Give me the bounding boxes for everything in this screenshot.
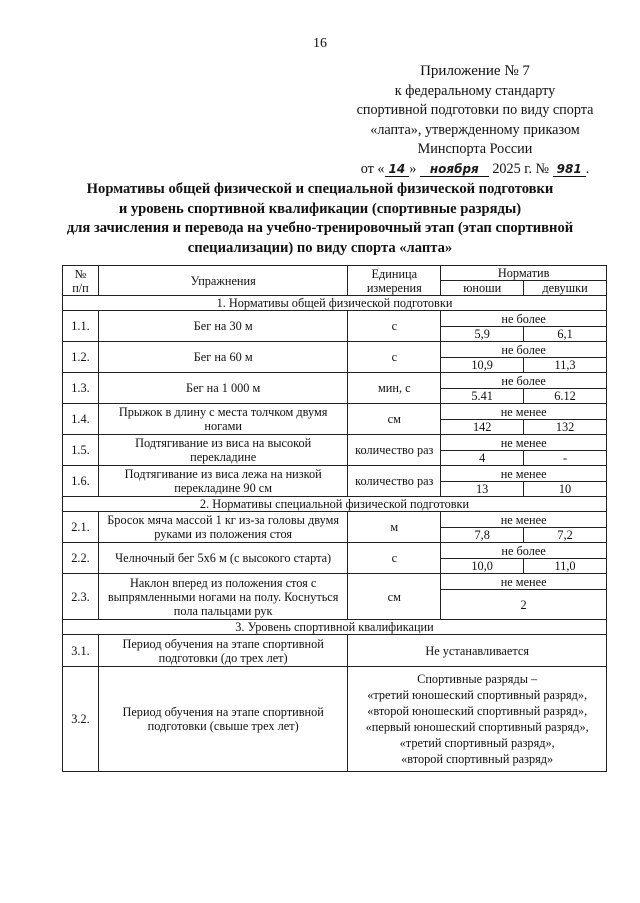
order-year: 2025 г. № <box>492 160 550 177</box>
row-boys-value: 142 <box>441 420 524 435</box>
order-day-handwritten: 14 <box>385 162 410 177</box>
row-exercise: Бег на 1 000 м <box>98 373 347 404</box>
row-num: 3.1. <box>63 635 99 667</box>
row-unit: с <box>348 543 441 574</box>
appendix-line: спортивной подготовки по виду спорта <box>356 102 594 118</box>
norms-table <box>62 265 607 772</box>
header-girls: девушки <box>524 281 607 296</box>
row-boys-value: 10,0 <box>441 559 524 574</box>
row-girls-value: 6,1 <box>524 327 607 342</box>
order-month-handwritten: ноября <box>420 162 489 177</box>
row-unit: с <box>348 311 441 342</box>
row-condition: не менее <box>441 574 607 590</box>
row-both-value: 2 <box>441 590 607 620</box>
row-num: 1.4. <box>63 404 99 435</box>
row-condition: не более <box>441 543 607 559</box>
row-condition: не менее <box>441 512 607 528</box>
appendix-line: Минспорта России <box>417 141 533 157</box>
row-girls-value: 11,0 <box>524 559 607 574</box>
header-unit: Единица измерения <box>348 266 441 296</box>
order-date-line <box>330 160 620 180</box>
row-condition: не менее <box>441 404 607 420</box>
row-girls-value: 132 <box>524 420 607 435</box>
rank-line: «второй юношеский спортивный разряд», <box>367 704 588 718</box>
row-num: 1.5. <box>63 435 99 466</box>
title-line: Нормативы общей физической и специальной физической подготовки <box>86 181 554 197</box>
row-unit: с <box>348 342 441 373</box>
header-boys: юноши <box>441 281 524 296</box>
section-title: 2. Нормативы специальной физической подготовки <box>63 497 607 512</box>
row-unit: см <box>348 404 441 435</box>
header-num: № п/п <box>63 266 99 296</box>
section-title: 3. Уровень спортивной квалификации <box>63 620 607 635</box>
order-end-dot: . <box>585 160 590 177</box>
row-unit: м <box>348 512 441 543</box>
title-line: специализации) по виду спорта «лапта» <box>187 239 453 256</box>
appendix-title: Приложение № 7 <box>420 63 530 79</box>
row-num: 3.2. <box>63 667 99 772</box>
rank-line: «третий юношеский спортивный разряд», <box>367 688 588 702</box>
title-line: и уровень спортивной квалификации (спортивные разряды) <box>118 200 522 217</box>
row-boys-value: 10,9 <box>441 358 524 373</box>
page-number: 16 <box>313 36 327 51</box>
row-value: Не устанавливается <box>348 635 607 667</box>
row-num: 2.3. <box>63 574 99 620</box>
appendix-line: «лапта», утвержденному приказом <box>370 121 580 138</box>
row-condition: не более <box>441 311 607 327</box>
row-condition: не более <box>441 373 607 389</box>
row-num: 1.2. <box>63 342 99 373</box>
row-exercise: Период обучения на этапе спортивной подготовки (свыше трех лет) <box>98 667 347 772</box>
row-unit: см <box>348 574 441 620</box>
row-condition: не менее <box>441 435 607 451</box>
title-line: для зачисления и перевода на учебно-тренировочный этап (этап спортивной <box>66 220 574 236</box>
row-unit: мин, с <box>348 373 441 404</box>
row-unit: количество раз <box>348 435 441 466</box>
row-unit: количество раз <box>348 466 441 497</box>
header-exercise: Упражнения <box>98 266 347 296</box>
row-exercise: Бросок мяча массой 1 кг из-за головы двумя руками из положения стоя <box>98 512 347 543</box>
row-exercise: Бег на 30 м <box>98 311 347 342</box>
row-exercise: Челночный бег 5х6 м (с высокого старта) <box>98 543 347 574</box>
rank-line: «третий спортивный разряд», <box>399 736 555 750</box>
row-girls-value: 7,2 <box>524 528 607 543</box>
rank-line: Спортивные разряды – <box>417 672 538 686</box>
document-title <box>30 180 610 258</box>
section-title: 1. Нормативы общей физической подготовки <box>63 296 607 311</box>
row-num: 1.6. <box>63 466 99 497</box>
row-exercise: Подтягивание из виса на высокой перекладине <box>98 435 347 466</box>
row-boys-value: 5.41 <box>441 389 524 404</box>
row-condition: не менее <box>441 466 607 482</box>
row-boys-value: 4 <box>441 451 524 466</box>
row-num: 1.3. <box>63 373 99 404</box>
appendix-line: к федеральному стандарту <box>394 82 556 99</box>
rank-line: «первый юношеский спортивный разряд», <box>365 720 589 734</box>
appendix-block <box>330 62 620 179</box>
date-prefix: от « <box>360 160 385 177</box>
row-boys-value: 13 <box>441 482 524 497</box>
row-num: 1.1. <box>63 311 99 342</box>
date-quote-close: » <box>409 160 417 177</box>
order-number-handwritten: 981 <box>553 162 586 177</box>
row-girls-value: 10 <box>524 482 607 497</box>
row-num: 2.2. <box>63 543 99 574</box>
row-girls-value: 11,3 <box>524 358 607 373</box>
row-boys-value: 7,8 <box>441 528 524 543</box>
row-exercise: Бег на 60 м <box>98 342 347 373</box>
rank-line: «второй спортивный разряд» <box>401 752 554 766</box>
row-girls-value: 6.12 <box>524 389 607 404</box>
row-exercise: Подтягивание из виса лежа на низкой перекладине 90 см <box>98 466 347 497</box>
row-girls-value: - <box>524 451 607 466</box>
row-exercise: Прыжок в длину с места толчком двумя ногами <box>98 404 347 435</box>
row-exercise: Период обучения на этапе спортивной подготовки (до трех лет) <box>98 635 347 667</box>
sport-ranks-list <box>348 667 607 772</box>
row-condition: не более <box>441 342 607 358</box>
row-exercise: Наклон вперед из положения стоя с выпрямленными ногами на полу. Коснуться пола пальцами рук <box>98 574 347 620</box>
row-num: 2.1. <box>63 512 99 543</box>
row-boys-value: 5,9 <box>441 327 524 342</box>
header-norm: Норматив <box>441 266 607 281</box>
